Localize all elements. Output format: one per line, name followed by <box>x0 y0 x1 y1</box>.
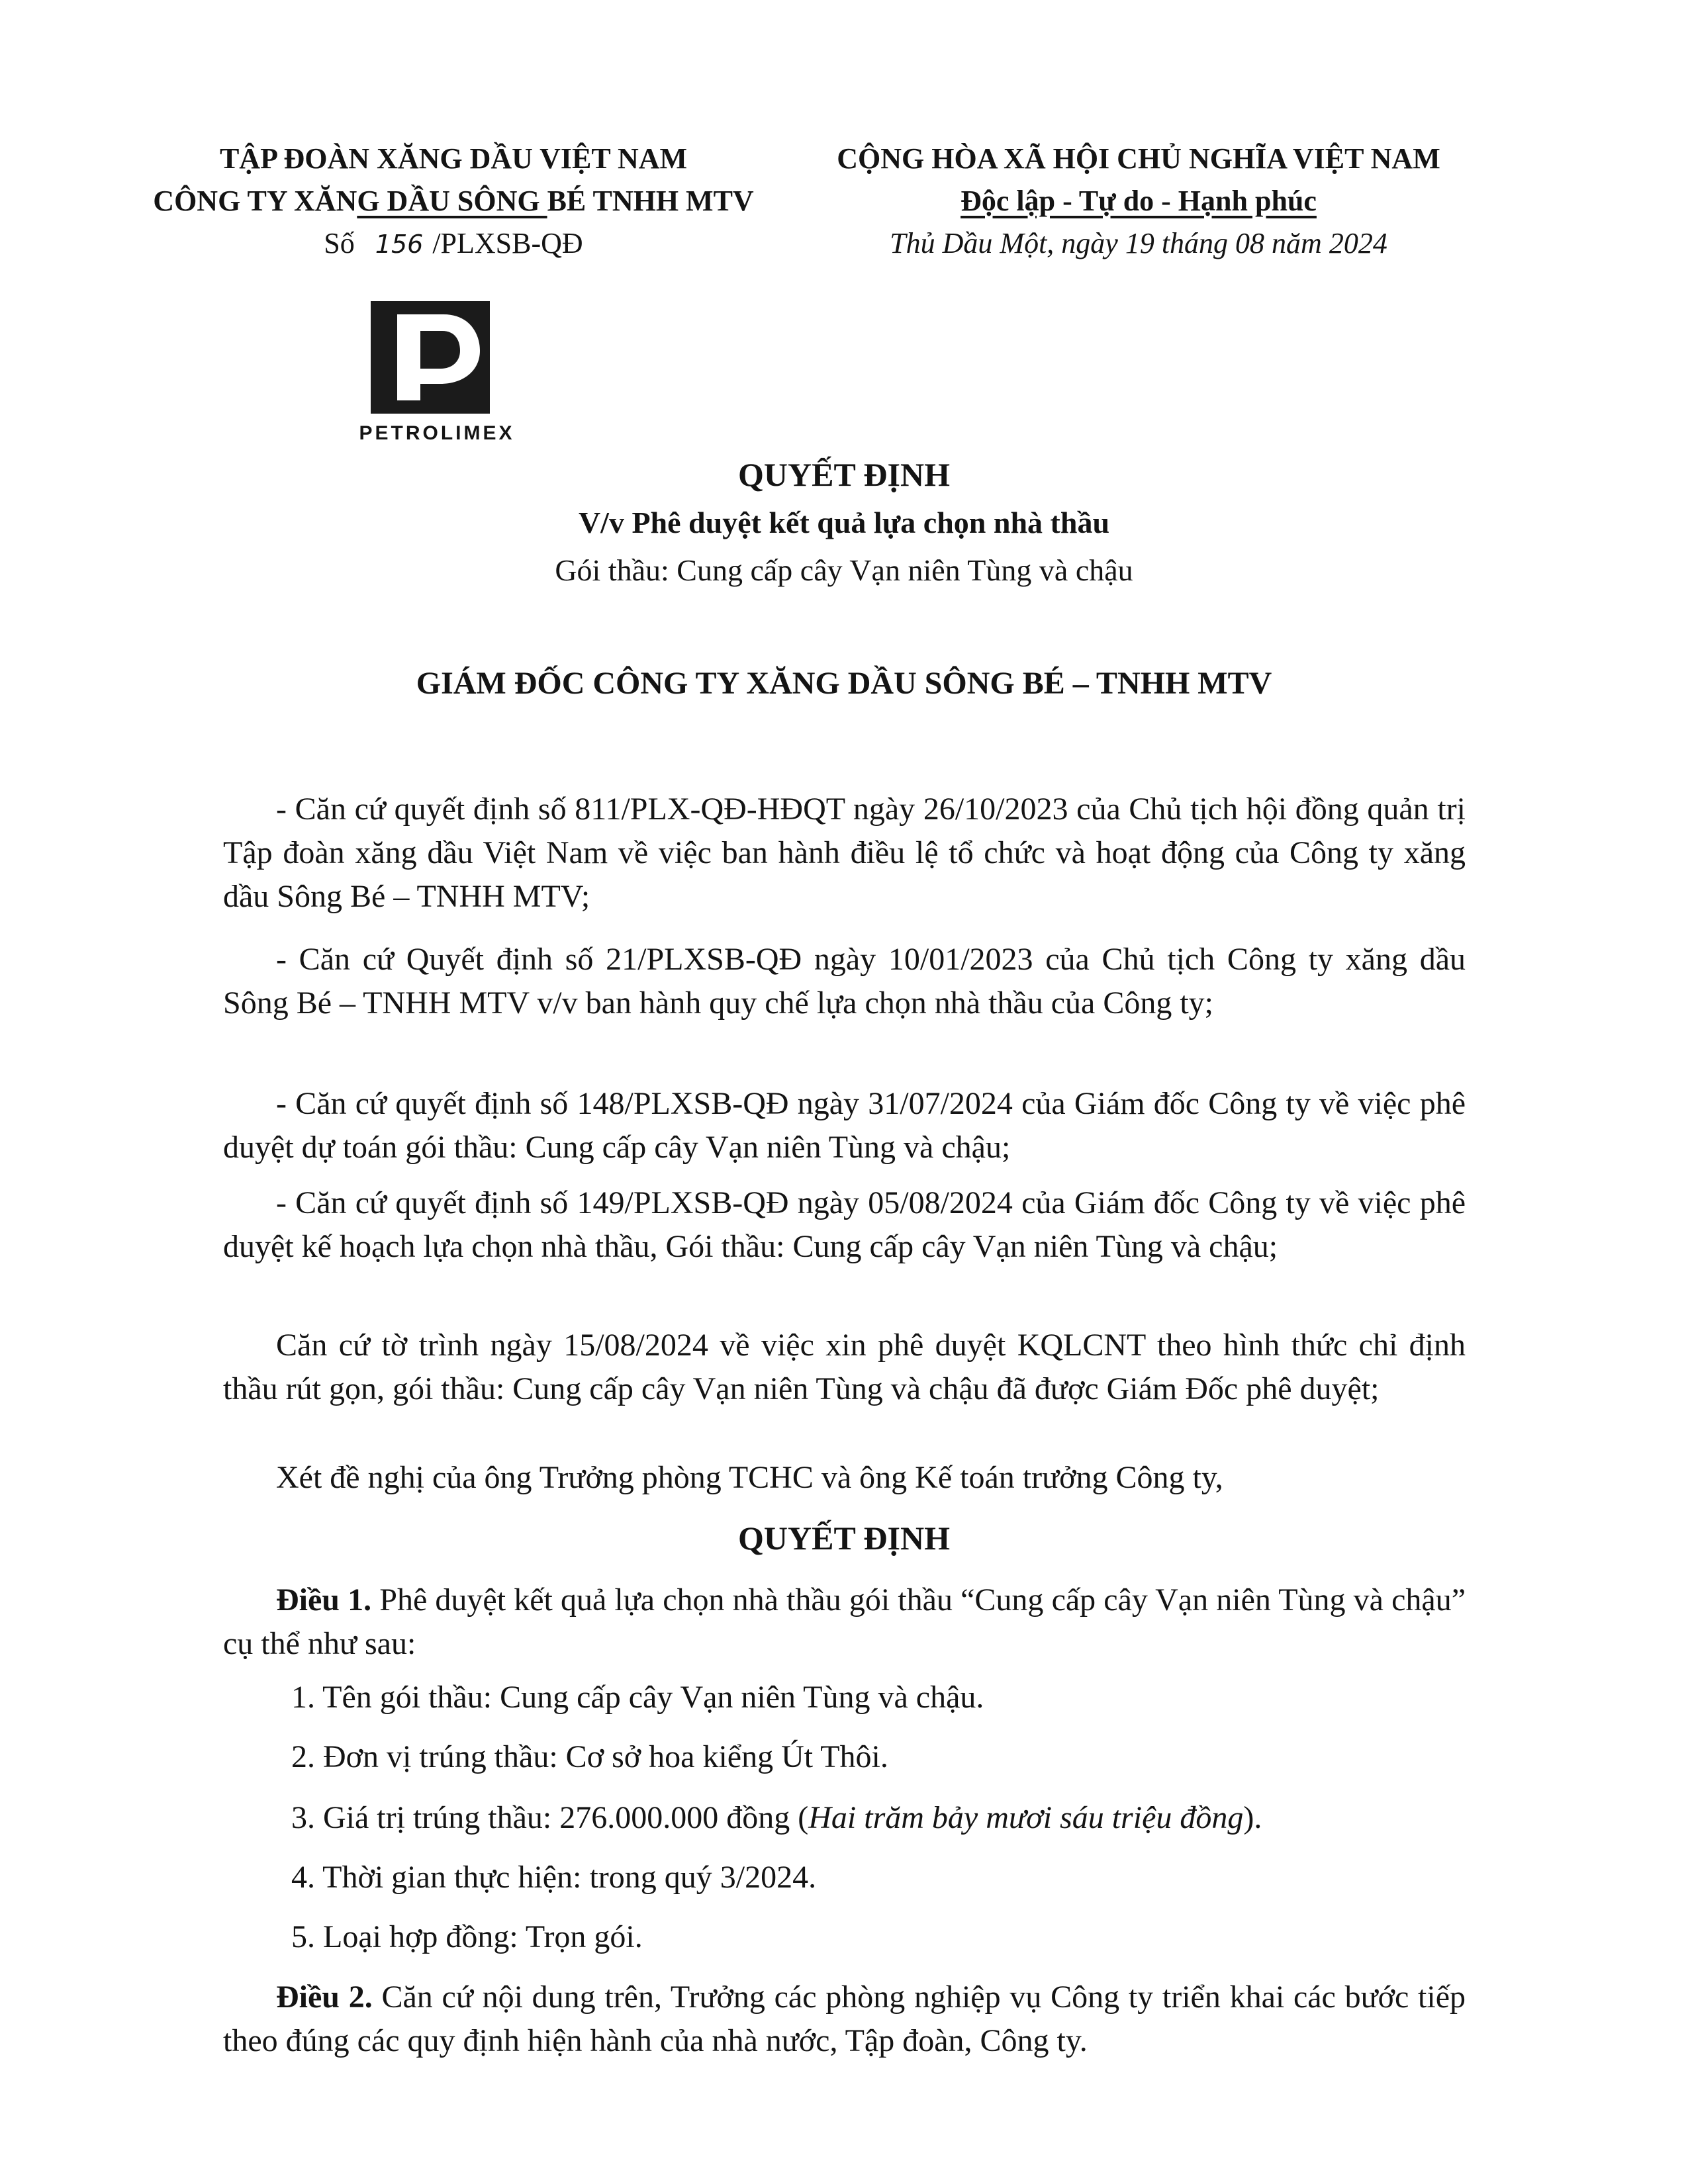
issuer-company-part1: CÔNG TY XĂN <box>153 185 357 217</box>
document-subject: V/v Phê duyệt kết quả lựa chọn nhà thầu <box>578 506 1110 539</box>
article-1-item-3 <box>291 1798 1262 1838</box>
petrolimex-logo-icon <box>371 301 503 414</box>
document-number <box>119 222 788 265</box>
article-1-text: Phê duyệt kết quả lựa chọn nhà thầu gói thầu “Cung cấp cây Vạn niên Tùng và chậu” cụ thể như sau: <box>223 1582 1466 1661</box>
national-motto: Độc lập - Tự do - Hạnh phúc <box>961 185 1317 217</box>
legal-basis-2: - Căn cứ Quyết định số 21/PLXSB-QĐ ngày 10/01/2023 của Chủ tịch Công ty xăng dầu Sông Bé – TNHH MTV v/v ban hành quy chế lựa chọn nhà thầu của Công ty; <box>223 942 1466 1021</box>
issuer-company-part3: BÉ TNHH MTV <box>547 185 754 217</box>
article-1-item-2: 2. Đơn vị trúng thầu: Cơ sở hoa kiểng Út Thôi. <box>291 1739 888 1774</box>
article-2-text: Căn cứ nội dung trên, Trưởng các phòng nghiệp vụ Công ty triển khai các bước tiếp theo đúng các quy định hiện hành của nhà nước, Tập đoàn, Công ty. <box>223 1979 1466 2058</box>
issuer-parent-org: TẬP ĐOÀN XĂNG DẦU VIỆT NAM <box>219 142 688 175</box>
issuer-block <box>119 138 788 265</box>
package-name: Gói thầu: Cung cấp cây Vạn niên Tùng và chậu <box>555 553 1133 587</box>
national-motto-block <box>788 138 1489 265</box>
legal-basis-4: - Căn cứ quyết định số 149/PLXSB-QĐ ngày 05/08/2024 của Giám đốc Công ty về việc phê duyệt kế hoạch lựa chọn nhà thầu, Gói thầu: Cung cấp cây Vạn niên Tùng và chậu; <box>223 1185 1466 1264</box>
country-name: CỘNG HÒA XÃ HỘI CHỦ NGHĨA VIỆT NAM <box>837 142 1440 175</box>
document-number-value: 156 <box>375 230 424 259</box>
legal-basis-1: - Căn cứ quyết định số 811/PLX-QĐ-HĐQT ngày 26/10/2023 của Chủ tịch hội đồng quản trị Tập đoàn xăng dầu Việt Nam về việc ban hành điều lệ tổ chức và hoạt động của Công ty xăng dầu Sông Bé – TNHH MTV; <box>223 792 1466 914</box>
document-number-suffix: /PLXSB-QĐ <box>432 227 583 259</box>
legal-basis-6: Xét đề nghị của ông Trưởng phòng TCHC và ông Kế toán trưởng Công ty, <box>276 1460 1223 1495</box>
issuer-company <box>119 180 788 222</box>
article-1 <box>223 1578 1466 1666</box>
article-1-item-1: 1. Tên gói thầu: Cung cấp cây Vạn niên Tùng và chậu. <box>291 1680 984 1715</box>
item-3-end: ). <box>1243 1800 1262 1835</box>
article-2 <box>223 1976 1466 2063</box>
document-title: QUYẾT ĐỊNH <box>738 456 950 493</box>
article-1-item-5: 5. Loại hợp đồng: Trọn gói. <box>291 1919 643 1954</box>
issuer-company-part2: G DẦU SÔNG <box>357 185 547 217</box>
document-number-label: Số <box>324 227 355 259</box>
item-3-text: 3. Giá trị trúng thầu: 276.000.000 đồng ( <box>291 1800 809 1835</box>
issuing-authority: GIÁM ĐỐC CÔNG TY XĂNG DẦU SÔNG BÉ – TNHH MTV <box>416 666 1272 701</box>
decision-heading: QUYẾT ĐỊNH <box>738 1520 950 1557</box>
item-3-amount-words: Hai trăm bảy mươi sáu triệu đồng <box>808 1800 1244 1835</box>
article-2-label: Điều 2. <box>276 1979 373 2015</box>
article-1-label: Điều 1. <box>276 1582 372 1617</box>
issue-date: Thủ Dầu Một, ngày 19 tháng 08 năm 2024 <box>890 227 1387 259</box>
logo-text: PETROLIMEX <box>359 422 515 444</box>
article-1-item-4: 4. Thời gian thực hiện: trong quý 3/2024. <box>291 1860 817 1895</box>
legal-basis-5: Căn cứ tờ trình ngày 15/08/2024 về việc xin phê duyệt KQLCNT theo hình thức chỉ định thầu rút gọn, gói thầu: Cung cấp cây Vạn niên Tùng và chậu đã được Giám Đốc phê duyệt; <box>223 1328 1466 1406</box>
legal-basis-3: - Căn cứ quyết định số 148/PLXSB-QĐ ngày 31/07/2024 của Giám đốc Công ty về việc phê duyệt dự toán gói thầu: Cung cấp cây Vạn niên Tùng và chậu; <box>223 1086 1466 1165</box>
